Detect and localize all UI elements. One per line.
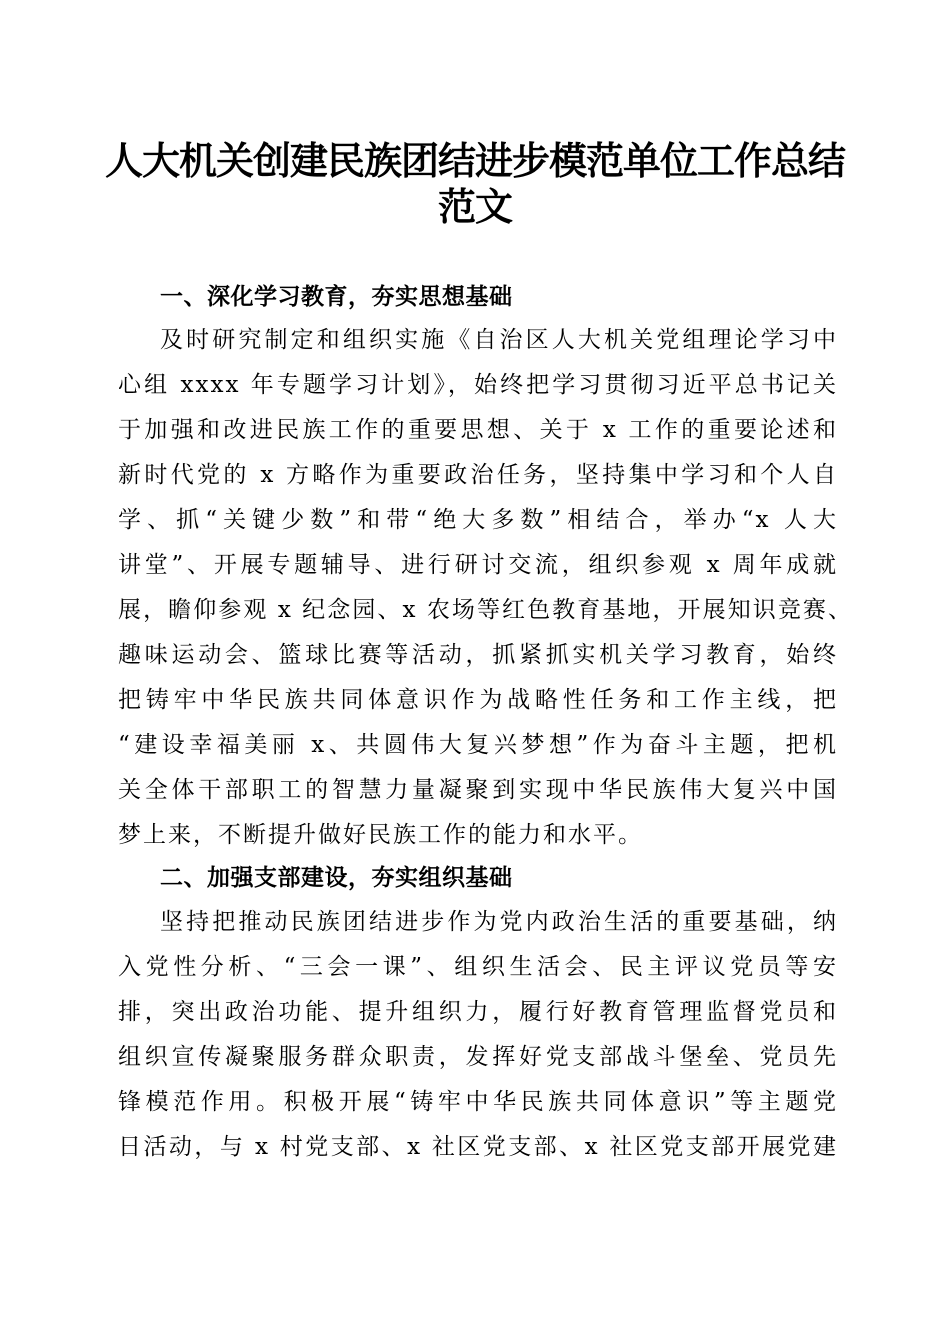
paragraph-line: 趣味运动会、篮球比赛等活动，抓紧抓实机关学习教育，始终 [118, 642, 838, 668]
document-title-line-1: 人大机关创建民族团结进步模范单位工作总结 [104, 138, 845, 183]
paragraph-line: 关全体干部职工的智慧力量凝聚到实现中华民族伟大复兴中国 [118, 777, 838, 803]
paragraph-line: 心组 xxxx 年专题学习计划》，始终把学习贯彻习近平总书记关 [118, 372, 838, 398]
paragraph-line: 于加强和改进民族工作的重要思想、关于 x 工作的重要论述和 [118, 417, 838, 443]
paragraph-line: “建设幸福美丽 x、共圆伟大复兴梦想”作为奋斗主题，把机 [118, 732, 838, 758]
paragraph-line: 把铸牢中华民族共同体意识作为战略性任务和工作主线，把 [118, 687, 838, 713]
paragraph-line: 学、抓“关键少数”和带“绝大多数”相结合，举办“x 人大 [118, 507, 838, 533]
section-heading-2: 二、加强支部建设，夯实组织基础 [160, 865, 513, 891]
paragraph-line: 梦上来，不断提升做好民族工作的能力和水平。 [118, 822, 643, 848]
paragraph-line: 新时代党的 x 方略作为重要政治任务，坚持集中学习和个人自 [118, 462, 838, 488]
paragraph-line: 组织宣传凝聚服务群众职责，发挥好党支部战斗堡垒、党员先 [118, 1044, 838, 1070]
paragraph-line: 日活动，与 x 村党支部、x 社区党支部、x 社区党支部开展党建 [118, 1134, 838, 1160]
section-heading-1: 一、深化学习教育，夯实思想基础 [160, 284, 513, 310]
paragraph-line: 排，突出政治功能、提升组织力，履行好教育管理监督党员和 [118, 999, 838, 1025]
document-title-line-2: 范文 [437, 184, 512, 229]
paragraph-line: 入党性分析、“三会一课”、组织生活会、民主评议党员等安 [118, 954, 838, 980]
paragraph-line: 讲堂”、开展专题辅导、进行研讨交流，组织参观 x 周年成就 [118, 552, 838, 578]
paragraph-line: 锋模范作用。积极开展“铸牢中华民族共同体意识”等主题党 [118, 1089, 838, 1115]
paragraph-line: 坚持把推动民族团结进步作为党内政治生活的重要基础，纳 [160, 909, 838, 935]
paragraph-line: 及时研究制定和组织实施《自治区人大机关党组理论学习中 [160, 327, 838, 353]
paragraph-line: 展，瞻仰参观 x 纪念园、x 农场等红色教育基地，开展知识竞赛、 [118, 597, 853, 623]
